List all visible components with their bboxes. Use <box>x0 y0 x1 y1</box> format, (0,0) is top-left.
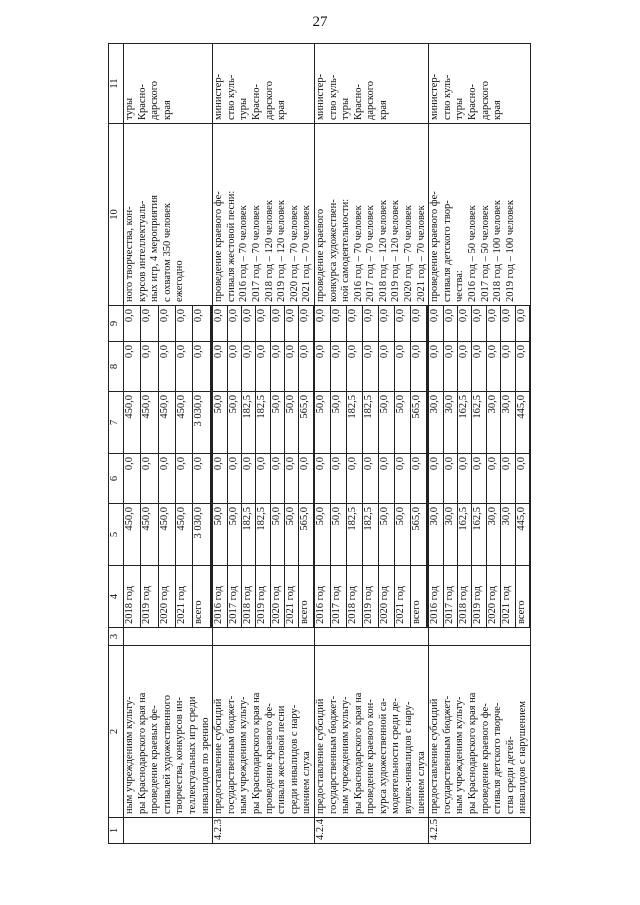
amount-cell: 182,5 <box>241 392 255 454</box>
responsible-lines-line: министер- <box>429 73 441 120</box>
column-header: 6 <box>109 454 124 504</box>
year-cell: 2020 год <box>158 566 175 628</box>
text-lines-line: среди инвалидов с нару- <box>288 704 300 814</box>
year-cell: 2018 год <box>241 566 255 628</box>
text-lines-line: ры Краснодарского края на <box>467 692 479 814</box>
amount-cell <box>529 504 530 566</box>
result-lines <box>213 124 315 306</box>
year-cell: 2021 год <box>394 566 410 628</box>
amount-cell: 0,0 <box>346 306 362 342</box>
amount-cell: 450,0 <box>175 392 192 454</box>
amount-cell: 50,0 <box>314 504 330 566</box>
result-lines-line: 2020 год – 70 человек <box>288 205 300 302</box>
result-lines <box>124 124 213 306</box>
amount-cell: 50,0 <box>285 392 299 454</box>
text-lines <box>314 646 428 818</box>
amount-cell <box>529 342 530 392</box>
amount-cell: 0,0 <box>501 342 515 392</box>
table-row <box>429 44 443 844</box>
result-lines-line: проведение краевого фе- <box>429 191 441 302</box>
amount-cell: 0,0 <box>443 306 457 342</box>
text-lines-line: ры Краснодарского края на <box>352 692 364 814</box>
amount-cell: 0,0 <box>285 306 299 342</box>
text-lines-line: государственным бюджет- <box>327 695 339 814</box>
year-cell: всего <box>410 566 426 628</box>
amount-cell: 0,0 <box>270 454 284 504</box>
year-cell: 2019 год <box>141 566 158 628</box>
year-cell: 2019 год <box>472 566 486 628</box>
responsible-lines-line: края <box>492 100 504 120</box>
text-lines-line: курса художественной са- <box>377 698 389 814</box>
text-lines-line: предоставление субсидий <box>429 698 441 814</box>
result-lines-line: проведение краевого <box>314 208 326 302</box>
amount-cell: 0,0 <box>241 306 255 342</box>
text-lines <box>213 646 315 818</box>
amount-cell: 0,0 <box>227 306 241 342</box>
text-lines-line: ры Краснодарского края на <box>250 692 262 814</box>
year-cell: 2020 год <box>378 566 394 628</box>
text-lines-line: ным учреждениям культу- <box>124 696 135 814</box>
responsible-lines-line: Красно- <box>467 84 479 120</box>
amount-cell: 50,0 <box>227 504 241 566</box>
amount-cell: 0,0 <box>472 306 486 342</box>
amount-cell: 0,0 <box>515 306 529 342</box>
amount-cell: 30,0 <box>486 504 500 566</box>
amount-cell: 450,0 <box>175 504 192 566</box>
amount-cell: 0,0 <box>299 306 313 342</box>
empty-cell <box>314 628 428 646</box>
amount-cell: 0,0 <box>314 454 330 504</box>
column-header: 9 <box>109 306 124 342</box>
amount-cell: 0,0 <box>330 306 346 342</box>
amount-cell: 162,5 <box>458 392 472 454</box>
responsible-lines <box>213 44 315 124</box>
text-lines-line: инвалидов по зрению <box>199 717 211 814</box>
text-lines-line: вушек-инвалидов с нару- <box>403 701 415 814</box>
amount-cell: 162,5 <box>472 504 486 566</box>
year-cell <box>529 566 530 628</box>
amount-cell: 0,0 <box>299 342 313 392</box>
amount-cell: 0,0 <box>429 454 443 504</box>
amount-cell: 0,0 <box>124 306 141 342</box>
amount-cell: 450,0 <box>158 504 175 566</box>
responsible-lines-line: дарского <box>479 80 491 120</box>
amount-cell: 182,5 <box>362 392 378 454</box>
amount-cell: 162,5 <box>472 392 486 454</box>
amount-cell: 0,0 <box>472 454 486 504</box>
column-header: 3 <box>109 628 124 646</box>
result-lines-line: 2017 год – 70 человек <box>365 205 377 302</box>
result-lines-line: ного творчества, кон- <box>124 206 135 302</box>
text-lines <box>429 646 531 818</box>
result-lines-line: 2021 год – 70 человек <box>301 205 313 302</box>
amount-cell: 0,0 <box>158 306 175 342</box>
empty-cell <box>429 628 531 646</box>
year-cell: 2020 год <box>486 566 500 628</box>
year-cell: всего <box>193 566 210 628</box>
table-body <box>124 44 531 844</box>
amount-cell: 0,0 <box>256 454 270 504</box>
year-cell: 2019 год <box>256 566 270 628</box>
text-lines-line: стиваля жестовой песни <box>276 705 288 814</box>
column-number-row <box>109 44 124 844</box>
amount-cell: 50,0 <box>227 392 241 454</box>
amount-cell: 0,0 <box>158 342 175 392</box>
amount-cell: 0,0 <box>270 306 284 342</box>
amount-cell: 0,0 <box>394 454 410 504</box>
amount-cell: 50,0 <box>394 504 410 566</box>
amount-cell: 0,0 <box>486 454 500 504</box>
result-lines-line: 2018 год – 100 человек <box>492 200 504 302</box>
text-lines <box>124 646 213 818</box>
column-header: 2 <box>109 646 124 818</box>
text-lines-line: проведение краевого кон- <box>365 699 377 814</box>
amount-cell: 0,0 <box>410 454 426 504</box>
program-activities-table <box>108 43 531 844</box>
year-cell: 2021 год <box>175 566 192 628</box>
amount-cell: 0,0 <box>124 454 141 504</box>
text-lines-line: предоставление субсидий <box>314 698 326 814</box>
amount-cell <box>529 306 530 342</box>
amount-cell: 0,0 <box>346 454 362 504</box>
amount-cell: 50,0 <box>378 392 394 454</box>
text-lines-line: государственным бюджет- <box>441 695 453 814</box>
amount-cell: 450,0 <box>124 504 141 566</box>
amount-cell: 565,0 <box>299 504 313 566</box>
year-cell: 2019 год <box>362 566 378 628</box>
year-cell: 2016 год <box>213 566 227 628</box>
amount-cell: 0,0 <box>501 306 515 342</box>
year-cell: 2018 год <box>458 566 472 628</box>
responsible-lines-line: туры <box>340 97 352 120</box>
amount-cell: 445,0 <box>515 504 529 566</box>
column-header: 5 <box>109 504 124 566</box>
result-lines-line: курсов интеллектуаль- <box>136 200 148 302</box>
amount-cell: 0,0 <box>299 454 313 504</box>
result-lines-line: ежегодно <box>174 260 186 302</box>
amount-cell: 182,5 <box>241 504 255 566</box>
text-lines-line: проведение краевого фе- <box>479 703 491 814</box>
table-row <box>124 44 141 844</box>
text-lines-line: теллектуальных игр среди <box>186 696 198 814</box>
amount-cell: 0,0 <box>193 454 210 504</box>
text-lines-line: ным учреждениям культу- <box>238 696 250 814</box>
text-lines-line: ства среди детей- <box>504 736 516 814</box>
year-cell: 2017 год <box>227 566 241 628</box>
amount-cell: 0,0 <box>443 342 457 392</box>
amount-cell: 0,0 <box>227 454 241 504</box>
text-lines-line: ным учреждениям культу- <box>340 696 352 814</box>
result-lines-line: 2018 год – 120 человек <box>263 200 275 302</box>
amount-cell: 0,0 <box>458 306 472 342</box>
amount-cell: 0,0 <box>285 454 299 504</box>
table-row <box>314 44 330 844</box>
amount-cell: 0,0 <box>227 342 241 392</box>
year-cell: 2018 год <box>124 566 141 628</box>
amount-cell: 0,0 <box>378 342 394 392</box>
responsible-lines <box>429 44 531 124</box>
responsible-lines-line: края <box>276 100 288 120</box>
amount-cell: 0,0 <box>394 342 410 392</box>
amount-cell: 0,0 <box>515 342 529 392</box>
amount-cell: 0,0 <box>285 342 299 392</box>
responsible-lines-line: ство куль- <box>327 74 339 120</box>
result-lines-line: 2020 год – 70 человек <box>403 205 415 302</box>
responsible-lines-line: дарского <box>263 80 275 120</box>
amount-cell: 0,0 <box>458 454 472 504</box>
amount-cell: 450,0 <box>141 504 158 566</box>
amount-cell: 50,0 <box>213 504 227 566</box>
amount-cell: 0,0 <box>410 342 426 392</box>
amount-cell: 0,0 <box>141 342 158 392</box>
amount-cell: 0,0 <box>314 342 330 392</box>
item-number: 4.2.3 <box>213 818 315 844</box>
amount-cell: 50,0 <box>270 392 284 454</box>
amount-cell: 0,0 <box>346 342 362 392</box>
result-lines-line: 2017 год – 50 человек <box>479 205 491 302</box>
amount-cell: 0,0 <box>443 454 457 504</box>
amount-cell: 50,0 <box>285 504 299 566</box>
amount-cell: 50,0 <box>270 504 284 566</box>
amount-cell: 0,0 <box>515 454 529 504</box>
year-cell: 2016 год <box>314 566 330 628</box>
responsible-lines-line: ство куль- <box>225 74 237 120</box>
text-lines-line: ным учреждениям культу- <box>454 696 466 814</box>
column-header: 10 <box>109 124 124 306</box>
result-lines-line: проведение краевого фе- <box>213 191 225 302</box>
amount-cell: 162,5 <box>458 504 472 566</box>
year-cell: 2016 год <box>429 566 443 628</box>
result-lines-line: с охватом 350 человек <box>161 203 173 302</box>
result-lines-line: 2019 год – 120 человек <box>390 200 402 302</box>
year-cell: 2020 год <box>270 566 284 628</box>
responsible-lines-line: края <box>377 100 389 120</box>
item-number <box>124 818 213 844</box>
responsible-lines-line: министер- <box>314 73 326 120</box>
result-lines-line: ных игр, 4 мероприятия <box>149 194 161 302</box>
year-cell: 2021 год <box>285 566 299 628</box>
amount-cell: 0,0 <box>486 306 500 342</box>
text-lines-line: ры Краснодарского края на <box>136 692 148 814</box>
amount-cell: 450,0 <box>141 392 158 454</box>
amount-cell: 0,0 <box>362 454 378 504</box>
amount-cell: 50,0 <box>330 504 346 566</box>
amount-cell: 0,0 <box>501 454 515 504</box>
amount-cell: 0,0 <box>472 342 486 392</box>
amount-cell: 565,0 <box>410 392 426 454</box>
text-lines-line: стивалей художественного <box>161 695 173 814</box>
text-lines-line: проведение краевых фе- <box>149 705 161 814</box>
amount-cell: 0,0 <box>213 342 227 392</box>
amount-cell: 0,0 <box>362 306 378 342</box>
amount-cell: 0,0 <box>394 306 410 342</box>
responsible-lines-line: дарского <box>149 80 161 120</box>
amount-cell: 0,0 <box>213 306 227 342</box>
amount-cell: 30,0 <box>429 504 443 566</box>
amount-cell: 50,0 <box>314 392 330 454</box>
amount-cell: 30,0 <box>443 504 457 566</box>
amount-cell: 3 030,0 <box>193 504 210 566</box>
amount-cell: 450,0 <box>158 392 175 454</box>
amount-cell: 0,0 <box>175 342 192 392</box>
text-lines-line: проведение краевого фе- <box>263 703 275 814</box>
year-cell: всего <box>299 566 313 628</box>
year-cell: всего <box>515 566 529 628</box>
amount-cell: 0,0 <box>158 454 175 504</box>
responsible-lines-line: Красно- <box>136 84 148 120</box>
amount-cell: 0,0 <box>330 454 346 504</box>
page-number: 27 <box>312 14 328 30</box>
responsible-lines-line: края <box>161 100 173 120</box>
column-header: 7 <box>109 392 124 454</box>
amount-cell: 0,0 <box>330 342 346 392</box>
amount-cell: 30,0 <box>443 392 457 454</box>
responsible-lines-line: министер- <box>213 73 225 120</box>
item-number: 4.2.5 <box>429 818 531 844</box>
text-lines-line: государственным бюджет- <box>225 695 237 814</box>
rotated-table-page <box>108 44 574 844</box>
result-lines-line: 2016 год – 50 человек <box>467 205 479 302</box>
result-lines-line: конкурса художествен- <box>327 199 339 302</box>
amount-cell: 182,5 <box>256 504 270 566</box>
column-header: 11 <box>109 44 124 124</box>
amount-cell: 182,5 <box>256 392 270 454</box>
amount-cell: 0,0 <box>458 342 472 392</box>
amount-cell: 30,0 <box>486 392 500 454</box>
empty-cell <box>213 628 315 646</box>
amount-cell: 0,0 <box>378 306 394 342</box>
responsible-lines-line: Красно- <box>250 84 262 120</box>
result-lines <box>429 124 531 306</box>
amount-cell <box>529 454 530 504</box>
result-lines-line: 2021 год – 70 человек <box>415 205 427 302</box>
amount-cell: 0,0 <box>193 342 210 392</box>
text-lines-line: стиваля детского творче- <box>492 702 504 814</box>
result-lines-line: 2017 год – 70 человек <box>250 205 262 302</box>
text-lines-line: модеятельности среди де- <box>390 698 402 814</box>
result-lines-line: 2016 год – 70 человек <box>238 205 250 302</box>
text-lines-line: шением слуха <box>301 751 313 814</box>
amount-cell: 50,0 <box>330 392 346 454</box>
responsible-lines-line: туры <box>454 97 466 120</box>
responsible-lines-line: ство куль- <box>441 74 453 120</box>
table-row <box>213 44 227 844</box>
amount-cell: 0,0 <box>270 342 284 392</box>
amount-cell: 0,0 <box>141 454 158 504</box>
amount-cell: 0,0 <box>193 306 210 342</box>
amount-cell: 182,5 <box>346 392 362 454</box>
amount-cell: 0,0 <box>362 342 378 392</box>
amount-cell: 50,0 <box>378 504 394 566</box>
amount-cell: 0,0 <box>378 454 394 504</box>
responsible-lines-line: туры <box>238 97 250 120</box>
amount-cell: 30,0 <box>429 392 443 454</box>
amount-cell: 0,0 <box>175 306 192 342</box>
result-lines-line: стиваля детского твор- <box>441 200 453 302</box>
responsible-lines <box>314 44 428 124</box>
amount-cell: 0,0 <box>314 306 330 342</box>
result-lines-line: 2019 год – 120 человек <box>276 200 288 302</box>
amount-cell: 0,0 <box>486 342 500 392</box>
amount-cell: 50,0 <box>213 392 227 454</box>
text-lines-line: шением слуха <box>415 751 427 814</box>
result-lines-line: чества: <box>454 270 466 302</box>
text-lines-line: творчества, конкурсов ин- <box>174 696 186 814</box>
result-lines-line: 2019 год – 100 человек <box>504 200 516 302</box>
amount-cell: 0,0 <box>256 306 270 342</box>
amount-cell: 565,0 <box>410 504 426 566</box>
amount-cell: 3 030,0 <box>193 392 210 454</box>
result-lines-line: стиваля жестовой песни: <box>225 190 237 302</box>
responsible-lines-line: туры <box>124 97 135 120</box>
result-lines-line: 2016 год – 70 человек <box>352 205 364 302</box>
amount-cell: 0,0 <box>256 342 270 392</box>
responsible-lines <box>124 44 213 124</box>
column-header: 1 <box>109 818 124 844</box>
amount-cell: 0,0 <box>429 342 443 392</box>
amount-cell: 0,0 <box>410 306 426 342</box>
amount-cell: 445,0 <box>515 392 529 454</box>
result-lines <box>314 124 428 306</box>
year-cell: 2018 год <box>346 566 362 628</box>
amount-cell: 30,0 <box>501 392 515 454</box>
column-header: 8 <box>109 342 124 392</box>
amount-cell: 182,5 <box>346 504 362 566</box>
amount-cell: 0,0 <box>124 342 141 392</box>
amount-cell: 30,0 <box>501 504 515 566</box>
amount-cell: 450,0 <box>124 392 141 454</box>
item-number: 4.2.4 <box>314 818 428 844</box>
amount-cell: 0,0 <box>241 454 255 504</box>
result-lines-line: ной самодеятельности: <box>340 198 352 302</box>
year-cell: 2017 год <box>443 566 457 628</box>
result-lines-line: 2018 год – 120 человек <box>377 200 389 302</box>
text-lines-line: инвалидов с нарушением <box>517 700 529 814</box>
responsible-lines-line: Красно- <box>352 84 364 120</box>
amount-cell: 0,0 <box>141 306 158 342</box>
amount-cell: 0,0 <box>213 454 227 504</box>
empty-cell <box>124 628 213 646</box>
amount-cell: 0,0 <box>175 454 192 504</box>
amount-cell <box>529 392 530 454</box>
amount-cell: 50,0 <box>394 392 410 454</box>
text-lines-line: предоставление субсидий <box>213 698 225 814</box>
amount-cell: 0,0 <box>429 306 443 342</box>
responsible-lines-line: дарского <box>365 80 377 120</box>
amount-cell: 565,0 <box>299 392 313 454</box>
amount-cell: 0,0 <box>241 342 255 392</box>
column-header: 4 <box>109 566 124 628</box>
year-cell: 2021 год <box>501 566 515 628</box>
year-cell: 2017 год <box>330 566 346 628</box>
amount-cell: 182,5 <box>362 504 378 566</box>
